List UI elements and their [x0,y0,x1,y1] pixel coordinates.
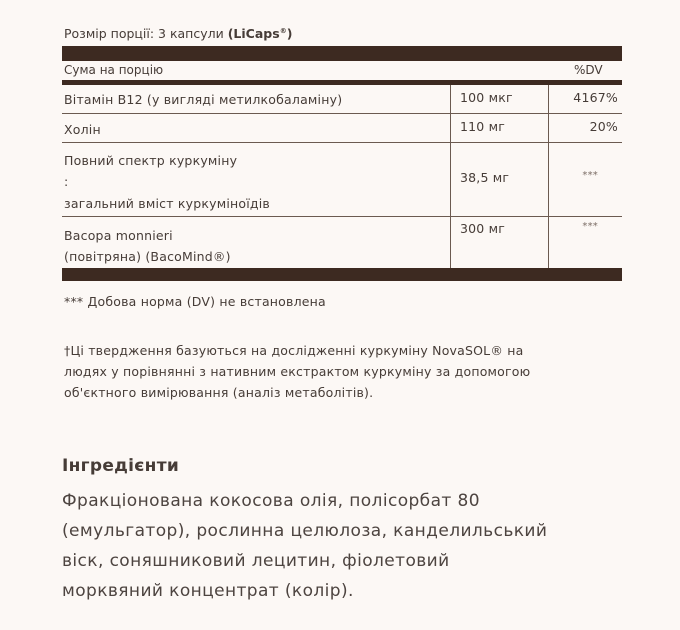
ingredients-title: Інгредієнти [62,456,180,476]
row-b12-name: Вітамін B12 (у вигляді метилкобаламіну) [64,92,343,107]
row-choline-amount: 110 мг [460,119,506,134]
row-bacopa-dv: *** [582,221,598,232]
ingredients-line-1: Фракціонована кокосова олія, полісорбат 80 [62,491,480,511]
row-curcumin-name-line2: : [64,174,69,189]
claim-line-2: людях у порівнянні з нативним екстрактом куркуміну за допомогою [64,364,531,379]
table-bottom-bar [62,268,622,281]
column-divider [548,85,549,268]
serving-size-label: Розмір порції: 3 капсули [64,26,224,41]
row-bacopa-name-line1: Bacopa monnieri [64,228,173,243]
table-top-bar [62,46,622,61]
row-divider [62,216,622,217]
row-b12-dv: 4167% [573,90,618,105]
ingredients-text [62,486,632,606]
serving-size [64,26,292,41]
row-curcumin-amount: 38,5 мг [460,170,510,185]
claim-line-1: †Ці твердження базуються на дослідженні куркуміну NovaSOL® на [64,343,524,358]
amount-per-serving-header: Сума на порцію [64,63,164,77]
ingredients-line-2: (емульгатор), рослинна целюлоза, канделильський [62,521,548,541]
row-curcumin-name-line1: Повний спектр куркуміну [64,153,238,168]
header-divider-bar [62,80,622,85]
ingredients-line-3: віск, соняшниковий лецитин, фіолетовий [62,551,450,571]
dv-footnote: *** Добова норма (DV) не встановлена [64,294,326,309]
row-bacopa-name-line2: (повітряна) (BacoMind®) [64,249,231,264]
row-choline-dv: 20% [589,119,618,134]
row-divider [62,142,622,143]
row-choline-name: Холін [64,122,101,137]
row-curcumin-dv: *** [582,170,598,181]
claim-line-3: об'єктного вимірювання (аналіз метаболітів). [64,385,374,400]
row-curcumin-name-line3: загальний вміст куркуміноїдів [64,196,270,211]
dv-header: %DV [574,63,603,77]
row-divider [62,113,622,114]
column-divider [450,85,451,268]
serving-size-unit: (LiCaps®) [227,26,293,41]
row-b12-amount: 100 мкг [460,90,513,105]
ingredients-line-4: морквяний концентрат (колір). [62,581,354,601]
row-bacopa-amount: 300 мг [460,221,506,236]
claim-footnote [64,340,530,403]
